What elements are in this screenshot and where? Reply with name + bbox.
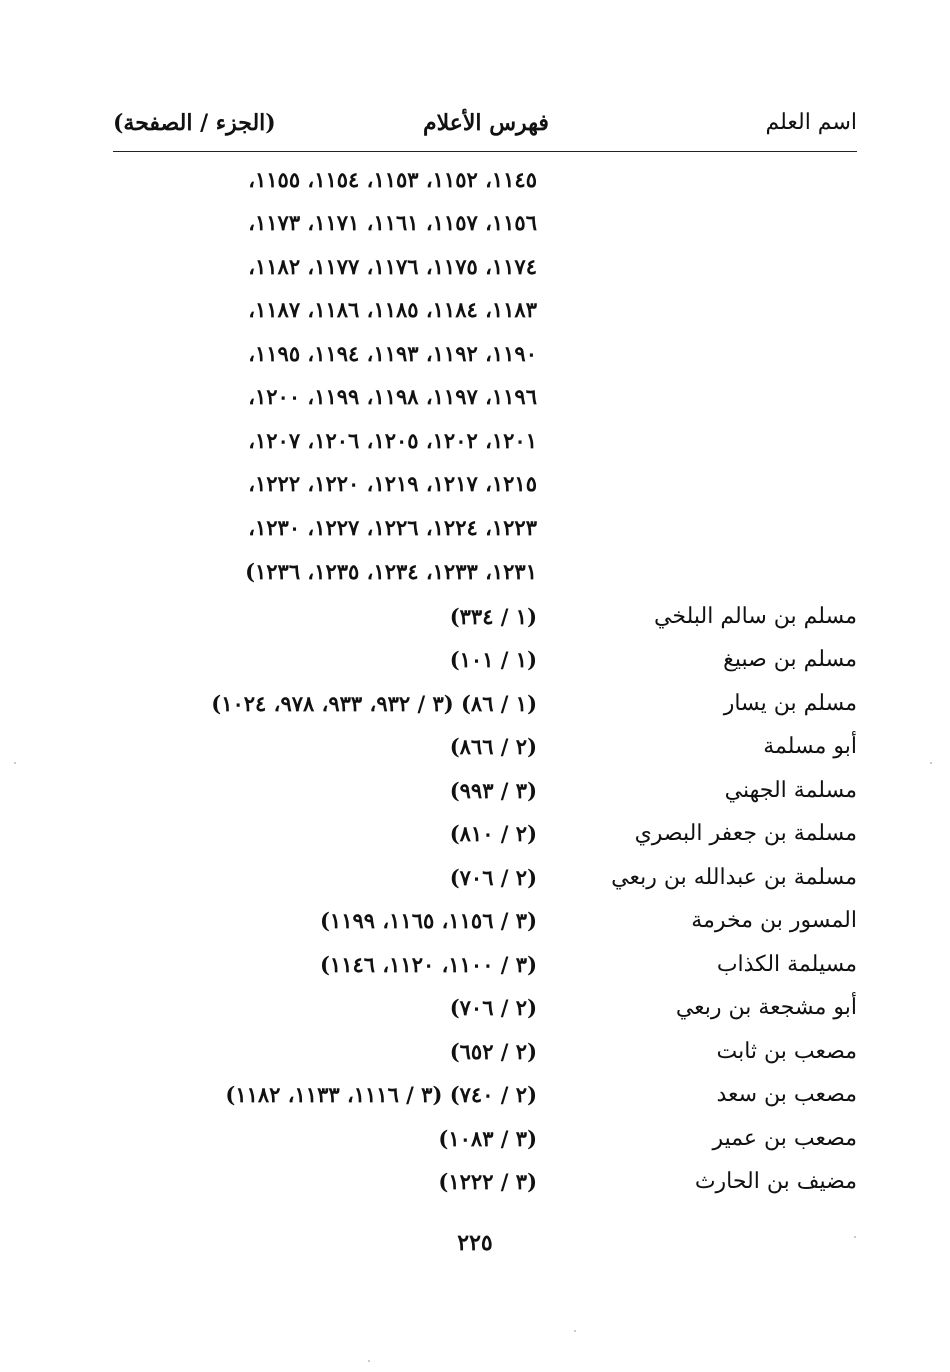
continuation-line: ١٢١٥، ١٢١٧، ١٢١٩، ١٢٢٠، ١٢٢٢،	[248, 471, 537, 496]
entry-name: مسيلمة الكذاب	[716, 952, 857, 977]
scan-speck	[930, 762, 932, 764]
index-entry	[113, 1075, 857, 1115]
entry-pages: (٣ / ٩٩٣)	[449, 778, 537, 803]
entry-pages: (١ / ٣٣٤)	[449, 604, 537, 629]
page-column-heading: (الجزء / الصفحة)	[113, 110, 276, 136]
scan-speck	[574, 1330, 576, 1332]
index-entry	[113, 684, 857, 724]
index-entry	[113, 727, 857, 767]
entry-name: المسور بن مخرمة	[691, 908, 857, 933]
entry-name: مصعب بن ثابت	[716, 1039, 857, 1064]
entry-name: مسلمة بن عبدالله بن ربعي	[611, 865, 857, 890]
index-entry	[113, 1162, 857, 1202]
continuation-line: ١٢٢٣، ١٢٢٤، ١٢٢٦، ١٢٢٧، ١٢٣٠،	[248, 515, 537, 540]
continuation-line: ١١٩٠، ١١٩٢، ١١٩٣، ١١٩٤، ١١٩٥،	[248, 341, 537, 366]
index-entry	[113, 901, 857, 941]
entry-pages: (١ / ١٠١)	[449, 647, 537, 672]
scan-speck	[368, 1360, 370, 1362]
entry-pages: (٢ / ٧٠٦)	[449, 995, 537, 1020]
entry-pages: (٢ / ٨١٠)	[449, 821, 537, 846]
entry-name: مسلمة الجهني	[724, 778, 857, 803]
page-number: ٢٢٥	[457, 1230, 493, 1256]
entry-pages: (٣ / ١٢٢٢)	[438, 1169, 537, 1194]
entry-pages: (٣ / ١١٥٦، ١١٦٥، ١١٩٩)	[319, 908, 537, 933]
entry-name: مسلم بن يسار	[723, 691, 857, 716]
entry-name: مصعب بن سعد	[716, 1082, 857, 1107]
entry-name: مسلم بن صبيغ	[723, 647, 857, 672]
scan-speck	[854, 1236, 856, 1238]
continuation-line: ١١٥٦، ١١٥٧، ١١٦١، ١١٧١، ١١٧٣،	[248, 210, 537, 235]
entry-pages: (٣ / ١١٠٠، ١١٢٠، ١١٤٦)	[319, 952, 537, 977]
entry-pages: (٣ / ١٠٨٣)	[438, 1126, 537, 1151]
index-entry	[113, 814, 857, 854]
continuation-line: ١٢٣١، ١٢٣٣، ١٢٣٤، ١٢٣٥، ١٢٣٦)	[245, 559, 537, 584]
scan-speck	[14, 762, 16, 764]
entry-pages: (٢ / ٧٤٠) (٣ / ١١١٦، ١١٣٣، ١١٨٢)	[225, 1082, 537, 1107]
index-entry	[113, 640, 857, 680]
header-divider	[113, 151, 857, 152]
index-header	[113, 100, 857, 152]
entry-name: أبو مشجعة بن ربعي	[675, 995, 857, 1020]
entry-name: مسلم بن سالم البلخي	[654, 604, 857, 629]
index-entry	[113, 597, 857, 637]
index-entry	[113, 858, 857, 898]
index-title: فهرس الأعلام	[423, 110, 549, 136]
index-entry	[113, 1119, 857, 1159]
entry-pages: (٢ / ٨٦٦)	[449, 734, 537, 759]
name-column-heading: اسم العلم	[765, 110, 857, 135]
index-entry	[113, 945, 857, 985]
index-entry	[113, 1032, 857, 1072]
continuation-line: ١١٤٥، ١١٥٢، ١١٥٣، ١١٥٤، ١١٥٥،	[248, 167, 537, 192]
entry-pages: (١ / ٨٦) (٣ / ٩٣٢، ٩٣٣، ٩٧٨، ١٠٢٤)	[211, 691, 537, 716]
entry-pages: (٢ / ٦٥٢)	[449, 1039, 537, 1064]
entry-name: مسلمة بن جعفر البصري	[634, 821, 857, 846]
entry-pages: (٢ / ٧٠٦)	[449, 865, 537, 890]
entry-name: مضيف بن الحارث	[694, 1169, 857, 1194]
index-entry	[113, 771, 857, 811]
continuation-line: ١٢٠١، ١٢٠٢، ١٢٠٥، ١٢٠٦، ١٢٠٧،	[248, 428, 537, 453]
continuation-line: ١١٧٤، ١١٧٥، ١١٧٦، ١١٧٧، ١١٨٢،	[248, 254, 537, 279]
index-entry	[113, 988, 857, 1028]
entry-name: أبو مسلمة	[763, 734, 857, 759]
entry-name: مصعب بن عمير	[712, 1126, 857, 1151]
continuation-line: ١١٨٣، ١١٨٤، ١١٨٥، ١١٨٦، ١١٨٧،	[248, 297, 537, 322]
continuation-line: ١١٩٦، ١١٩٧، ١١٩٨، ١١٩٩، ١٢٠٠،	[248, 384, 537, 409]
